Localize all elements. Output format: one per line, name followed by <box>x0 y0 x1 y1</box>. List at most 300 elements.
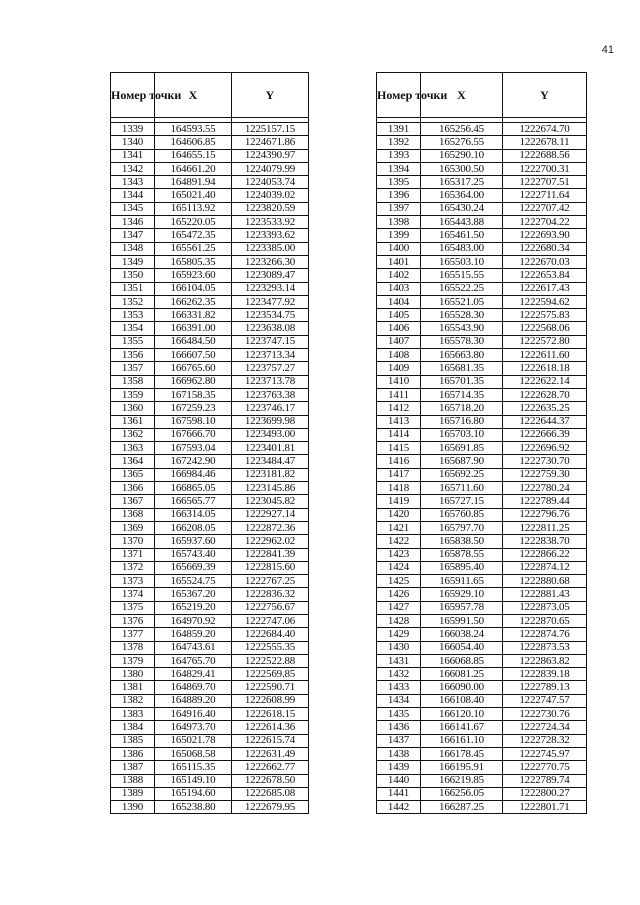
y-cell: 1222615.74 <box>232 734 309 747</box>
point-number-cell: 1437 <box>377 734 421 747</box>
y-cell: 1222815.60 <box>232 561 309 574</box>
y-cell: 1222789.44 <box>503 495 587 508</box>
x-cell: 166262.35 <box>155 295 232 308</box>
y-cell: 1223089.47 <box>232 269 309 282</box>
y-cell: 1224671.86 <box>232 136 309 149</box>
x-cell: 167598.10 <box>155 415 232 428</box>
y-cell: 1225157.15 <box>232 123 309 136</box>
x-cell: 166984.46 <box>155 468 232 481</box>
x-cell: 166178.45 <box>421 747 503 760</box>
point-number-cell: 1361 <box>111 415 155 428</box>
table-row <box>111 375 309 388</box>
x-cell: 165701.35 <box>421 375 503 388</box>
table-row <box>111 442 309 455</box>
y-cell: 1222759.30 <box>503 468 587 481</box>
y-cell: 1222745.97 <box>503 747 587 760</box>
table-row <box>111 668 309 681</box>
point-number-cell: 1381 <box>111 681 155 694</box>
table-row <box>377 309 587 322</box>
x-cell: 164593.55 <box>155 123 232 136</box>
x-cell: 165483.00 <box>421 242 503 255</box>
y-cell: 1222836.32 <box>232 588 309 601</box>
point-number-cell: 1398 <box>377 216 421 229</box>
x-cell: 165461.50 <box>421 229 503 242</box>
y-cell: 1222644.37 <box>503 415 587 428</box>
table-row <box>111 428 309 441</box>
x-cell: 165703.10 <box>421 428 503 441</box>
point-number-cell: 1380 <box>111 668 155 681</box>
table-row <box>111 588 309 601</box>
y-cell: 1222635.25 <box>503 402 587 415</box>
x-cell: 164973.70 <box>155 721 232 734</box>
point-number-cell: 1412 <box>377 402 421 415</box>
x-cell: 165317.25 <box>421 176 503 189</box>
point-number-cell: 1430 <box>377 641 421 654</box>
point-number-cell: 1399 <box>377 229 421 242</box>
y-cell: 1222780.24 <box>503 482 587 495</box>
x-cell: 164889.20 <box>155 694 232 707</box>
y-cell: 1223145.86 <box>232 482 309 495</box>
x-cell: 165503.10 <box>421 255 503 268</box>
y-cell: 1222611.60 <box>503 349 587 362</box>
table-row <box>377 721 587 734</box>
point-number-cell: 1362 <box>111 428 155 441</box>
y-cell: 1222614.36 <box>232 721 309 734</box>
x-cell: 165797.70 <box>421 521 503 534</box>
x-cell: 166865.05 <box>155 482 232 495</box>
table-row <box>377 295 587 308</box>
point-number-cell: 1397 <box>377 202 421 215</box>
x-cell: 165937.60 <box>155 535 232 548</box>
point-number-cell: 1382 <box>111 694 155 707</box>
y-cell: 1222693.90 <box>503 229 587 242</box>
table-row <box>377 229 587 242</box>
x-cell: 165021.40 <box>155 189 232 202</box>
table-row <box>377 388 587 401</box>
point-number-cell: 1409 <box>377 362 421 375</box>
x-cell: 166962.80 <box>155 375 232 388</box>
point-number-cell: 1348 <box>111 242 155 255</box>
y-cell: 1222696.92 <box>503 442 587 455</box>
table-row <box>111 482 309 495</box>
x-cell: 165300.50 <box>421 162 503 175</box>
table-row <box>111 535 309 548</box>
y-cell: 1223763.38 <box>232 388 309 401</box>
x-cell: 164606.85 <box>155 136 232 149</box>
x-cell: 165663.80 <box>421 349 503 362</box>
y-cell: 1223045.82 <box>232 495 309 508</box>
table-row <box>111 681 309 694</box>
x-cell: 165367.20 <box>155 588 232 601</box>
y-cell: 1223534.75 <box>232 309 309 322</box>
y-cell: 1223746.17 <box>232 402 309 415</box>
point-number-cell: 1377 <box>111 628 155 641</box>
point-number-cell: 1346 <box>111 216 155 229</box>
x-cell: 165561.25 <box>155 242 232 255</box>
table-row <box>111 229 309 242</box>
y-cell: 1222555.35 <box>232 641 309 654</box>
point-number-cell: 1372 <box>111 561 155 574</box>
y-cell: 1223484.47 <box>232 455 309 468</box>
y-cell: 1222927.14 <box>232 508 309 521</box>
point-number-cell: 1435 <box>377 708 421 721</box>
x-cell: 165691.85 <box>421 442 503 455</box>
table-row <box>111 721 309 734</box>
y-cell: 1222688.56 <box>503 149 587 162</box>
x-cell: 165878.55 <box>421 548 503 561</box>
table-row <box>377 521 587 534</box>
table-row <box>111 761 309 774</box>
x-cell: 165115.35 <box>155 761 232 774</box>
x-cell: 165692.25 <box>421 468 503 481</box>
table-row <box>111 216 309 229</box>
table-row <box>377 269 587 282</box>
table-row <box>377 468 587 481</box>
x-cell: 166219.85 <box>421 774 503 787</box>
y-cell: 1223385.00 <box>232 242 309 255</box>
point-number-cell: 1383 <box>111 708 155 721</box>
y-cell: 1222872.36 <box>232 521 309 534</box>
point-number-cell: 1356 <box>111 349 155 362</box>
table-row <box>111 734 309 747</box>
point-number-cell: 1344 <box>111 189 155 202</box>
x-cell: 165805.35 <box>155 255 232 268</box>
table-row <box>377 561 587 574</box>
x-cell: 166104.05 <box>155 282 232 295</box>
y-cell: 1222522.88 <box>232 654 309 667</box>
table-row <box>111 801 309 814</box>
y-cell: 1222728.32 <box>503 734 587 747</box>
point-number-cell: 1353 <box>111 309 155 322</box>
y-cell: 1222880.68 <box>503 575 587 588</box>
table-row <box>111 508 309 521</box>
table-row <box>111 255 309 268</box>
table-row <box>111 295 309 308</box>
point-number-cell: 1379 <box>111 654 155 667</box>
y-cell: 1223181.82 <box>232 468 309 481</box>
y-cell: 1222572.80 <box>503 335 587 348</box>
table-row <box>377 614 587 627</box>
point-number-cell: 1370 <box>111 535 155 548</box>
point-number-cell: 1425 <box>377 575 421 588</box>
y-cell: 1222873.05 <box>503 601 587 614</box>
y-cell: 1222866.22 <box>503 548 587 561</box>
x-cell: 164916.40 <box>155 708 232 721</box>
point-number-cell: 1358 <box>111 375 155 388</box>
x-cell: 165838.50 <box>421 535 503 548</box>
point-number-cell: 1393 <box>377 149 421 162</box>
x-cell: 165524.75 <box>155 575 232 588</box>
x-cell: 166161.10 <box>421 734 503 747</box>
x-cell: 165727.15 <box>421 495 503 508</box>
y-cell: 1222594.62 <box>503 295 587 308</box>
point-number-cell: 1413 <box>377 415 421 428</box>
y-cell: 1223477.92 <box>232 295 309 308</box>
point-number-cell: 1392 <box>377 136 421 149</box>
point-number-cell: 1343 <box>111 176 155 189</box>
x-cell: 165472.35 <box>155 229 232 242</box>
x-cell: 167593.04 <box>155 442 232 455</box>
point-number-cell: 1417 <box>377 468 421 481</box>
point-number-cell: 1378 <box>111 641 155 654</box>
y-cell: 1222730.70 <box>503 455 587 468</box>
header-y: Y <box>503 73 587 118</box>
x-cell: 165290.10 <box>421 149 503 162</box>
point-number-cell: 1440 <box>377 774 421 787</box>
point-number-cell: 1414 <box>377 428 421 441</box>
table-row <box>377 189 587 202</box>
table-row <box>377 442 587 455</box>
y-cell: 1222838.70 <box>503 535 587 548</box>
point-number-cell: 1359 <box>111 388 155 401</box>
x-cell: 166081.25 <box>421 668 503 681</box>
point-number-cell: 1405 <box>377 309 421 322</box>
point-number-cell: 1374 <box>111 588 155 601</box>
y-cell: 1222622.14 <box>503 375 587 388</box>
y-cell: 1222770.75 <box>503 761 587 774</box>
x-cell: 165911.65 <box>421 575 503 588</box>
table-row <box>111 123 309 136</box>
table-row <box>111 136 309 149</box>
table-row <box>111 269 309 282</box>
x-cell: 164970.92 <box>155 614 232 627</box>
point-number-cell: 1390 <box>111 801 155 814</box>
x-cell: 165714.35 <box>421 388 503 401</box>
table-row <box>377 575 587 588</box>
table-row <box>111 242 309 255</box>
x-cell: 165256.45 <box>421 123 503 136</box>
y-cell: 1223820.59 <box>232 202 309 215</box>
point-number-cell: 1386 <box>111 747 155 760</box>
point-number-cell: 1351 <box>111 282 155 295</box>
x-cell: 166391.00 <box>155 322 232 335</box>
point-number-cell: 1410 <box>377 375 421 388</box>
y-cell: 1223638.08 <box>232 322 309 335</box>
table-row <box>377 162 587 175</box>
y-cell: 1222863.82 <box>503 654 587 667</box>
y-cell: 1222707.51 <box>503 176 587 189</box>
point-number-cell: 1395 <box>377 176 421 189</box>
table-row <box>111 601 309 614</box>
point-number-cell: 1416 <box>377 455 421 468</box>
point-number-cell: 1384 <box>111 721 155 734</box>
point-number-cell: 1422 <box>377 535 421 548</box>
point-number-cell: 1367 <box>111 495 155 508</box>
x-cell: 166054.40 <box>421 641 503 654</box>
table-row <box>111 468 309 481</box>
page-number: 41 <box>601 44 614 56</box>
x-cell: 165522.25 <box>421 282 503 295</box>
x-cell: 166287.25 <box>421 801 503 814</box>
point-number-cell: 1424 <box>377 561 421 574</box>
point-number-cell: 1347 <box>111 229 155 242</box>
y-cell: 1222724.34 <box>503 721 587 734</box>
table-row <box>111 641 309 654</box>
point-number-cell: 1406 <box>377 322 421 335</box>
point-number-cell: 1438 <box>377 747 421 760</box>
table-row <box>111 654 309 667</box>
x-cell: 165276.55 <box>421 136 503 149</box>
table-row <box>377 708 587 721</box>
point-number-cell: 1423 <box>377 548 421 561</box>
point-number-cell: 1373 <box>111 575 155 588</box>
y-cell: 1222962.02 <box>232 535 309 548</box>
y-cell: 1222711.64 <box>503 189 587 202</box>
table-row <box>111 349 309 362</box>
point-number-cell: 1415 <box>377 442 421 455</box>
point-number-cell: 1391 <box>377 123 421 136</box>
y-cell: 1222841.39 <box>232 548 309 561</box>
y-cell: 1222666.39 <box>503 428 587 441</box>
point-number-cell: 1360 <box>111 402 155 415</box>
point-number-cell: 1420 <box>377 508 421 521</box>
x-cell: 165521.05 <box>421 295 503 308</box>
point-number-cell: 1369 <box>111 521 155 534</box>
table-row <box>111 575 309 588</box>
y-cell: 1222674.70 <box>503 123 587 136</box>
point-number-cell: 1402 <box>377 269 421 282</box>
x-cell: 166484.50 <box>155 335 232 348</box>
point-number-cell: 1421 <box>377 521 421 534</box>
table-row <box>377 402 587 415</box>
point-number-cell: 1385 <box>111 734 155 747</box>
table-row <box>111 747 309 760</box>
y-cell: 1222881.43 <box>503 588 587 601</box>
y-cell: 1222685.08 <box>232 787 309 800</box>
point-number-cell: 1411 <box>377 388 421 401</box>
x-cell: 165681.35 <box>421 362 503 375</box>
table-row <box>377 495 587 508</box>
table-row <box>377 123 587 136</box>
x-cell: 165543.90 <box>421 322 503 335</box>
x-cell: 166565.77 <box>155 495 232 508</box>
header-y: Y <box>232 73 309 118</box>
table-row <box>111 694 309 707</box>
y-cell: 1222839.18 <box>503 668 587 681</box>
header-x: X <box>421 73 503 118</box>
point-number-cell: 1371 <box>111 548 155 561</box>
table-row <box>111 176 309 189</box>
y-cell: 1222608.99 <box>232 694 309 707</box>
x-cell: 165716.80 <box>421 415 503 428</box>
y-cell: 1222767.25 <box>232 575 309 588</box>
y-cell: 1223713.34 <box>232 349 309 362</box>
point-number-cell: 1349 <box>111 255 155 268</box>
x-cell: 164655.15 <box>155 149 232 162</box>
point-number-cell: 1427 <box>377 601 421 614</box>
point-number-cell: 1350 <box>111 269 155 282</box>
point-number-cell: 1396 <box>377 189 421 202</box>
y-cell: 1223393.62 <box>232 229 309 242</box>
point-number-cell: 1436 <box>377 721 421 734</box>
y-cell: 1223401.81 <box>232 442 309 455</box>
table-row <box>111 548 309 561</box>
point-number-cell: 1426 <box>377 588 421 601</box>
x-cell: 166108.40 <box>421 694 503 707</box>
x-cell: 165238.80 <box>155 801 232 814</box>
point-number-cell: 1357 <box>111 362 155 375</box>
x-cell: 165149.10 <box>155 774 232 787</box>
point-number-cell: 1442 <box>377 801 421 814</box>
x-cell: 167158.35 <box>155 388 232 401</box>
y-cell: 1222874.76 <box>503 628 587 641</box>
table-row <box>377 415 587 428</box>
y-cell: 1222874.12 <box>503 561 587 574</box>
point-number-cell: 1340 <box>111 136 155 149</box>
x-cell: 165219.20 <box>155 601 232 614</box>
point-number-cell: 1389 <box>111 787 155 800</box>
x-cell: 165669.39 <box>155 561 232 574</box>
table-row <box>111 189 309 202</box>
table-row <box>111 495 309 508</box>
y-cell: 1223699.98 <box>232 415 309 428</box>
x-cell: 165443.88 <box>421 216 503 229</box>
point-number-cell: 1401 <box>377 255 421 268</box>
table-row <box>377 535 587 548</box>
x-cell: 165687.90 <box>421 455 503 468</box>
table-row <box>377 734 587 747</box>
table-row <box>377 149 587 162</box>
point-number-cell: 1428 <box>377 614 421 627</box>
x-cell: 166068.85 <box>421 654 503 667</box>
y-cell: 1222811.25 <box>503 521 587 534</box>
point-number-cell: 1400 <box>377 242 421 255</box>
table-row <box>377 774 587 787</box>
y-cell: 1222704.22 <box>503 216 587 229</box>
header-point-number: Номер точки <box>377 73 421 118</box>
y-cell: 1223757.27 <box>232 362 309 375</box>
y-cell: 1222678.11 <box>503 136 587 149</box>
point-number-cell: 1429 <box>377 628 421 641</box>
x-cell: 165021.78 <box>155 734 232 747</box>
coordinates-table-right <box>376 72 587 814</box>
point-number-cell: 1364 <box>111 455 155 468</box>
point-number-cell: 1376 <box>111 614 155 627</box>
x-cell: 165194.60 <box>155 787 232 800</box>
point-number-cell: 1394 <box>377 162 421 175</box>
x-cell: 166607.50 <box>155 349 232 362</box>
table-row <box>377 681 587 694</box>
y-cell: 1222631.49 <box>232 747 309 760</box>
table-row <box>377 335 587 348</box>
y-cell: 1223266.30 <box>232 255 309 268</box>
point-number-cell: 1355 <box>111 335 155 348</box>
y-cell: 1223293.14 <box>232 282 309 295</box>
x-cell: 166208.05 <box>155 521 232 534</box>
point-number-cell: 1352 <box>111 295 155 308</box>
x-cell: 164891.94 <box>155 176 232 189</box>
point-number-cell: 1375 <box>111 601 155 614</box>
x-cell: 166314.05 <box>155 508 232 521</box>
table-row <box>377 694 587 707</box>
table-row <box>111 415 309 428</box>
point-number-cell: 1419 <box>377 495 421 508</box>
point-number-cell: 1434 <box>377 694 421 707</box>
table-row <box>377 349 587 362</box>
y-cell: 1222618.18 <box>503 362 587 375</box>
y-cell: 1222679.95 <box>232 801 309 814</box>
y-cell: 1223493.00 <box>232 428 309 441</box>
y-cell: 1222789.13 <box>503 681 587 694</box>
x-cell: 165430.24 <box>421 202 503 215</box>
coordinates-table-left <box>110 72 309 814</box>
point-number-cell: 1387 <box>111 761 155 774</box>
x-cell: 165113.92 <box>155 202 232 215</box>
point-number-cell: 1341 <box>111 149 155 162</box>
y-cell: 1222873.53 <box>503 641 587 654</box>
y-cell: 1222670.03 <box>503 255 587 268</box>
x-cell: 167259.23 <box>155 402 232 415</box>
